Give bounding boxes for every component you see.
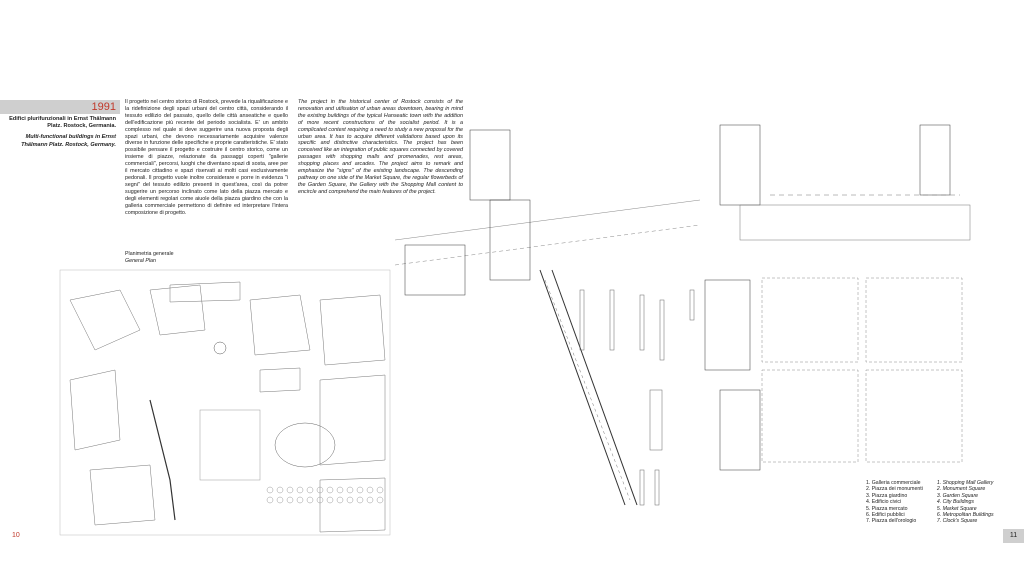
- legend-item: 5. Market Square: [936, 505, 977, 512]
- description-italian: Il progetto nel centro storico di Rostock, prevede la riqualificazione e la ridefinizione degli spazi urbani del centro città, considerando il tessuto edilizio del passato, quello delle città anseatiche e quello dell'edificazione più recente del periodo socialista. E' un ambito complesso nel quale si deve suggerire una nuova proposta degli spazi urbani, che devono necessariamente acquisire valenze diverse in funzione delle specifiche e proprie caratteristiche. E' stato possibile pensare il progetto e costruire il centro storico, come un insieme di piazze, relazionate da passaggi coperti "gallerie commerciali", percorsi, luoghi che diventano spazi di sosta, aree per il mercato cittadino e spazi riservati ai molti casi esclusivamente pedonali. Il progetto vuole inoltre considerare e porre in evidenza "i segni" del tessuto edilizio presenti in quest'area, così da potrer suggerire un percorso inclinato come lato della piazza mercato e degli elementi regolari come aiuole della piazza giardino che con la galleria commerciale permettono di definire ed interpretare l'intera composizione di progetto.: [125, 99, 289, 216]
- plan-legend: [866, 480, 994, 525]
- legend-item: 3. Garden Square: [936, 492, 979, 499]
- description-english: The project in the historical center of Rostock consists of the renovation and utilisation of urban areas downtown, bearing in mind the existing buildings of the typical Hanseatic town with the addition of more recent constructions of the socialist period. It is a complicated context requiring a need to study a new proposal for the urban area. It has to acquire different validations based upon its specific and distinctive characteristics. The project has been conceived like an integration of public squares connected by covered passages with shopping malls and promenades, rest areas, shopping places and arcades. The project aims to remark and emphasize the "signs" of the existing landscape. The descending pathway on one side of the Market Square, the regular flowerbeds of the Garden Square, the Gallery with the Shopping Mall content to encircle and comprehend the main features of the project.: [298, 99, 463, 195]
- project-title-it: Edifici plurifunzionali in Ernst Thälmann Platz. Rostock, Germania.: [9, 116, 116, 130]
- project-year: 1991: [91, 101, 116, 113]
- legend-item: 7. Piazza dell'orologio: [866, 518, 917, 525]
- legend-item: 2. Monument Square: [936, 486, 986, 493]
- legend-item: 7. Clock's Square: [936, 518, 978, 525]
- legend-item: 6. Edifici pubblici: [866, 512, 905, 519]
- legend-item: 1. Galleria commerciale: [866, 480, 921, 486]
- legend-item: 2. Piazza dei monumenti: [866, 486, 923, 493]
- legend-english: [937, 480, 994, 525]
- legend-item: 3. Piazza giardino: [866, 492, 908, 499]
- legend-italian: [866, 480, 923, 525]
- project-title-en: Multi-functional buildings in Ernst Thälmann Platz. Rostock, Germany.: [21, 134, 116, 148]
- caption-en: General Plan: [125, 257, 156, 264]
- page-number-left: 10: [12, 532, 20, 539]
- legend-item: 4. Edificio civici: [866, 499, 902, 506]
- legend-item: 5. Piazza mercato: [866, 505, 908, 512]
- legend-item: 6. Metropolitan Buildings: [936, 512, 994, 519]
- detail-plan: [395, 125, 970, 505]
- page-number-right: 11: [1003, 529, 1024, 543]
- caption-it: Planimetria generale: [125, 251, 174, 257]
- general-plan: [60, 270, 390, 535]
- legend-item: 1. Shopping Mall Gallery: [936, 480, 994, 486]
- legend-item: 4. City Buildings: [936, 499, 975, 506]
